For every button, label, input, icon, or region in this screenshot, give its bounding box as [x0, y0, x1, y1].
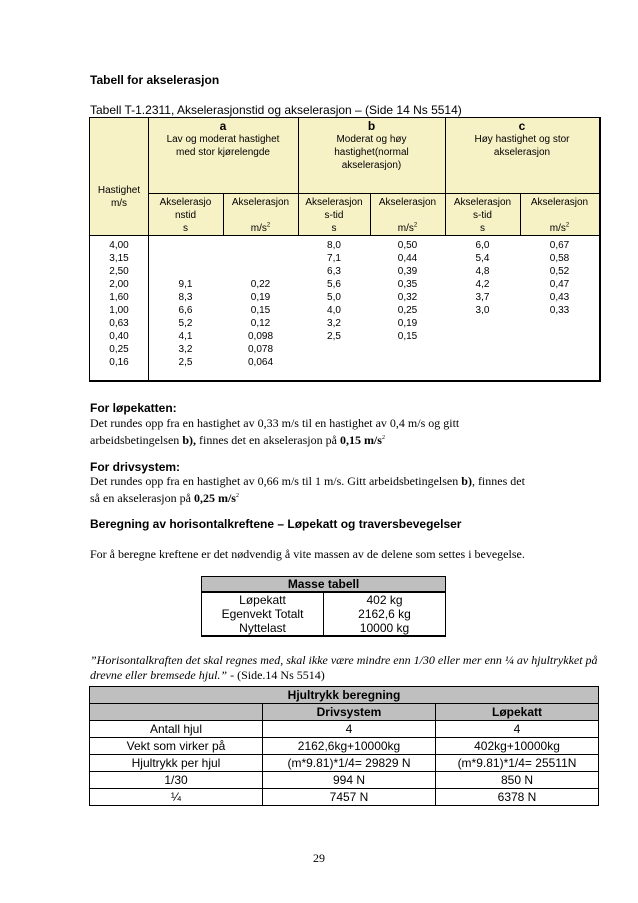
masse-table-title: Masse tabell [202, 577, 446, 593]
table-cell: 0,25 [109, 344, 129, 355]
table-cell [223, 265, 298, 278]
group-a-header [148, 120, 298, 159]
column-header: Drivsystem [263, 704, 436, 721]
table-cell: 3,0 [475, 305, 490, 316]
table-row [90, 738, 599, 755]
group-letter: a [219, 119, 227, 133]
table-cell: 5,2 [178, 318, 193, 329]
table-cell: 7457 N [263, 789, 436, 806]
text-exp: 2 [381, 435, 385, 441]
table-cell: 0,33 [549, 305, 570, 316]
lopekatt-heading: For løpekatten: [90, 401, 177, 415]
c-time-column [445, 239, 520, 369]
table-cell: 0,15 [250, 305, 271, 316]
table-cell: 2,5 [178, 357, 193, 368]
table-cell: 8,0 [327, 240, 341, 251]
header-line: s-tid [473, 210, 492, 221]
group-letter: c [518, 119, 526, 133]
table-cell: 0,67 [549, 240, 570, 251]
b-time-header [298, 196, 370, 235]
speed-header [90, 184, 148, 210]
table-cell: 6378 N [436, 789, 599, 806]
section-heading: Beregning av horisontalkreftene – Løpekatt og traversbevegelser [90, 517, 462, 531]
table-cell: 0,25 [397, 305, 418, 316]
masse-values [324, 592, 446, 636]
c-acc-column [520, 239, 599, 369]
lopekatt-text [90, 415, 459, 449]
page-heading: Tabell for akselerasjon [90, 73, 220, 87]
text-bold: 0,15 m/s [339, 433, 382, 447]
table-cell: ¼ [90, 789, 263, 806]
table-cell: 402kg+10000kg [436, 738, 599, 755]
table-cell [520, 343, 599, 356]
text-bold: b), [182, 433, 196, 447]
table-cell: 0,064 [247, 357, 274, 368]
text-span: , finnes det [471, 474, 525, 488]
header-unit [223, 222, 298, 235]
unit-text: m/s [549, 223, 566, 234]
table-cell: 3,15 [109, 253, 129, 264]
header-line [223, 209, 298, 222]
quote-italic: ”Horisontalkraften det skal regnes med, skal ikke være mindre enn 1/30 eller mer enn ¼ av hjultrykket på drevne eller bremsede hjul.” [90, 653, 598, 682]
speed-header-label: Hastighet [97, 185, 141, 196]
table-cell [148, 239, 223, 252]
text-span: finnes det en akselerasjon på [195, 433, 340, 447]
group-desc-line: hastighet(normal [334, 147, 409, 158]
table-cell [148, 265, 223, 278]
group-desc-line: Moderat og høy [336, 134, 407, 145]
column-header [90, 704, 263, 721]
table-cell: 0,44 [397, 253, 418, 264]
a-time-header [148, 196, 223, 235]
table-cell: 1,00 [109, 305, 129, 316]
masse-table [201, 576, 446, 637]
table-cell [223, 239, 298, 252]
text-span: Det rundes opp fra en hastighet av 0,66 m/s til 1 m/s. Gitt arbeidsbetingelsen [90, 474, 462, 488]
table-cell: 4,00 [109, 240, 129, 251]
text-exp: 2 [235, 493, 239, 499]
masse-value: 402 kg [366, 593, 403, 607]
table-cell [445, 317, 520, 330]
header-unit [370, 222, 445, 235]
table-cell: (m*9.81)*1/4= 29829 N [263, 755, 436, 772]
table-cell: 7,1 [327, 253, 341, 264]
unit-text: m/s [250, 223, 267, 234]
text-line: Det rundes opp fra en hastighet av 0,33 m/s til en hastighet av 0,4 m/s og gitt [90, 416, 460, 430]
masse-label: Egenvekt Totalt [221, 607, 304, 621]
table1-caption: Tabell T-1.2311, Akselerasjonstid og akselerasjon – (Side 14 Ns 5514) [90, 103, 462, 117]
table-cell: 5,6 [327, 279, 341, 290]
header-line [370, 209, 445, 222]
table-cell [148, 252, 223, 265]
table-cell: Antall hjul [90, 721, 263, 738]
header-line: s [331, 223, 337, 234]
table-cell: 0,19 [397, 318, 418, 329]
table-cell: 8,3 [178, 292, 193, 303]
acceleration-table [89, 117, 601, 382]
table-cell: 4,0 [327, 305, 341, 316]
table-cell: 1/30 [90, 772, 263, 789]
header-line: s-tid [324, 210, 344, 221]
table-cell [445, 343, 520, 356]
header-line: Akselerasjon [231, 197, 290, 208]
table-cell: 2,00 [109, 279, 129, 290]
header-line: Akselerasjon [530, 197, 589, 208]
table-cell: 4 [436, 721, 599, 738]
group-desc-line: Lav og moderat hastighet [166, 134, 280, 145]
table-cell: 994 N [263, 772, 436, 789]
header-line: s [183, 223, 188, 234]
unit-exp: 2 [266, 222, 271, 229]
masse-value: 2162,6 kg [358, 607, 411, 621]
c-time-header [445, 196, 520, 235]
table-cell [298, 356, 370, 369]
text-span: så en akselerasjon på [90, 491, 194, 505]
table-cell: 0,52 [549, 266, 570, 277]
table-cell: 0,63 [109, 318, 129, 329]
header-line: Akselerasjo [159, 197, 212, 208]
table-cell: 2162,6kg+10000kg [263, 738, 436, 755]
column-header: Løpekatt [436, 704, 599, 721]
table-cell: 850 N [436, 772, 599, 789]
table-cell: 0,098 [247, 331, 274, 342]
table-row [90, 789, 599, 806]
unit-exp: 2 [565, 222, 570, 229]
group-b-header [298, 120, 445, 172]
text-line [90, 432, 459, 449]
divider [90, 235, 600, 236]
table-cell [370, 356, 445, 369]
hjultrykk-title: Hjultrykk beregning [90, 687, 599, 704]
masse-labels [202, 592, 324, 636]
table-cell: 5,0 [327, 292, 341, 303]
table-cell: 9,1 [178, 279, 193, 290]
table-cell: 3,2 [327, 318, 341, 329]
text-span: arbeidsbetingelsen [90, 433, 183, 447]
table-cell [223, 252, 298, 265]
text-bold: b) [461, 474, 472, 488]
table-cell: Vekt som virker på [90, 738, 263, 755]
header-line: Akselerasjon [305, 197, 363, 208]
table-row [90, 755, 599, 772]
a-time-column [148, 239, 223, 369]
table-cell: 4,2 [475, 279, 490, 290]
table-cell: 4 [263, 721, 436, 738]
c-acc-header [520, 196, 599, 235]
table-cell: 0,47 [549, 279, 570, 290]
b-time-column [298, 239, 370, 369]
drivsystem-heading: For drivsystem: [90, 460, 181, 474]
table-cell: 0,40 [109, 331, 129, 342]
table-cell: 3,2 [178, 344, 193, 355]
table-cell: 2,5 [327, 331, 341, 342]
table-cell: 0,15 [397, 331, 418, 342]
table-cell [445, 330, 520, 343]
table-cell: 0,19 [250, 292, 271, 303]
table-cell: 0,50 [397, 240, 418, 251]
a-acc-header [223, 196, 298, 235]
quote-ref: - (Side.14 Ns 5514) [227, 668, 325, 682]
table-cell: 0,58 [549, 253, 570, 264]
table-cell [370, 343, 445, 356]
table-cell [520, 317, 599, 330]
header-unit [520, 222, 599, 235]
masse-label: Løpekatt [239, 593, 286, 607]
page-number: 29 [313, 851, 325, 865]
table-cell: 0,22 [250, 279, 271, 290]
a-acc-column [223, 239, 298, 369]
group-desc-line: akselerasjon) [341, 160, 402, 171]
speed-header-unit: m/s [110, 198, 128, 209]
group-desc-line: Høy hastighet og stor [474, 134, 570, 145]
table-cell: 4,8 [475, 266, 490, 277]
header-line: nstid [174, 210, 197, 221]
group-letter: b [367, 119, 376, 133]
header-line: Akselerasjon [378, 197, 437, 208]
hjultrykk-table [89, 686, 599, 806]
table-cell: (m*9.81)*1/4= 25511N [436, 755, 599, 772]
group-desc-line: med stor kjørelengde [176, 147, 270, 158]
text-line [90, 473, 525, 490]
table-cell: 0,16 [109, 357, 129, 368]
table-cell [520, 330, 599, 343]
table-cell: 0,12 [250, 318, 271, 329]
header-line [520, 209, 599, 222]
divider [148, 193, 600, 194]
table-cell: Hjultrykk per hjul [90, 755, 263, 772]
unit-exp: 2 [413, 222, 418, 229]
table-cell: 0,43 [549, 292, 570, 303]
table-cell: 2,50 [109, 266, 129, 277]
masse-value: 10000 kg [359, 621, 410, 635]
table-cell: 0,32 [397, 292, 418, 303]
group-c-header [445, 120, 599, 159]
table-cell: 1,60 [109, 292, 129, 303]
table-cell: 0,35 [397, 279, 418, 290]
table-cell [520, 356, 599, 369]
header-line: s [480, 223, 485, 234]
table-row [90, 721, 599, 738]
norm-quote [90, 653, 610, 683]
speed-column [90, 239, 148, 369]
table-cell: 0,078 [247, 344, 274, 355]
b-acc-header [370, 196, 445, 235]
unit-text: m/s [397, 223, 414, 234]
table-cell [298, 343, 370, 356]
table-cell: 6,6 [178, 305, 193, 316]
masse-label: Nyttelast [239, 621, 286, 635]
table-cell [445, 356, 520, 369]
group-desc-line: akselerasjon [493, 147, 551, 158]
table-cell: 0,39 [397, 266, 418, 277]
table-cell: 6,3 [327, 266, 341, 277]
drivsystem-text [90, 473, 525, 507]
text-line [90, 490, 525, 507]
table-cell: 6,0 [475, 240, 490, 251]
table-cell: 3,7 [475, 292, 490, 303]
table-cell: 5,4 [475, 253, 490, 264]
b-acc-column [370, 239, 445, 369]
table-row [90, 772, 599, 789]
text-bold: 0,25 m/s [193, 491, 236, 505]
header-line: Akselerasjon [453, 197, 512, 208]
section-text: For å beregne kreftene er det nødvendig å vite massen av de delene som settes i bevegelse. [90, 547, 525, 561]
table-cell: 4,1 [178, 331, 193, 342]
